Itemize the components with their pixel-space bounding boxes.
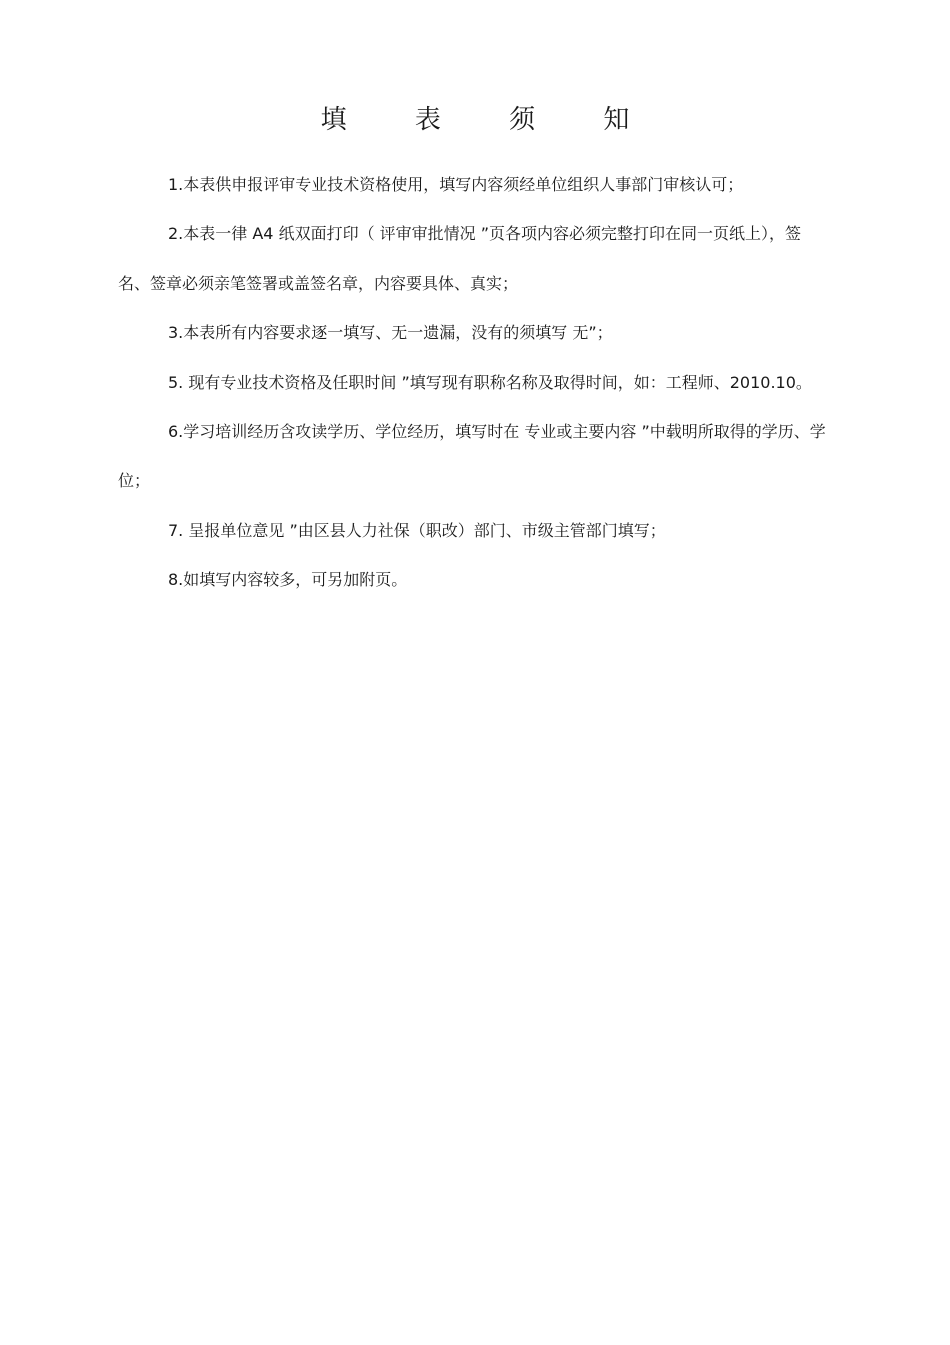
instruction-item-2: 2.本表一律 A4 纸双面打印（ 评审审批情况 ”页各项内容必须完整打印在同一页纸上），签名、签章必须亲笔签署或盖签名章，内容要具体、真实； xyxy=(118,224,802,293)
instruction-item-3: 3.本表所有内容要求逐一填写、无一遗漏，没有的须填写 无”； xyxy=(168,323,613,343)
instruction-item-5: 5. 现有专业技术资格及任职时间 ”填写现有职称名称及取得时间，如：工程师、2010.10。 xyxy=(168,372,812,392)
instruction-list xyxy=(118,160,833,605)
instruction-item-8: 8.如填写内容较多，可另加附页。 xyxy=(168,570,408,590)
instruction-item-1: 1.本表供申报评审专业技术资格使用，填写内容须经单位组织人事部门审核认可； xyxy=(168,175,744,194)
instruction-item-6: 6.学习培训经历含攻读学历、学位经历，填写时在 专业或主要内容 ”中载明所取得的学历、学位； xyxy=(118,422,826,491)
instruction-item-7: 7. 呈报单位意见 ”由区县人力社保（职改）部门、市级主管部门填写； xyxy=(168,520,666,540)
page-title: 填 表 须 知 xyxy=(320,105,660,135)
